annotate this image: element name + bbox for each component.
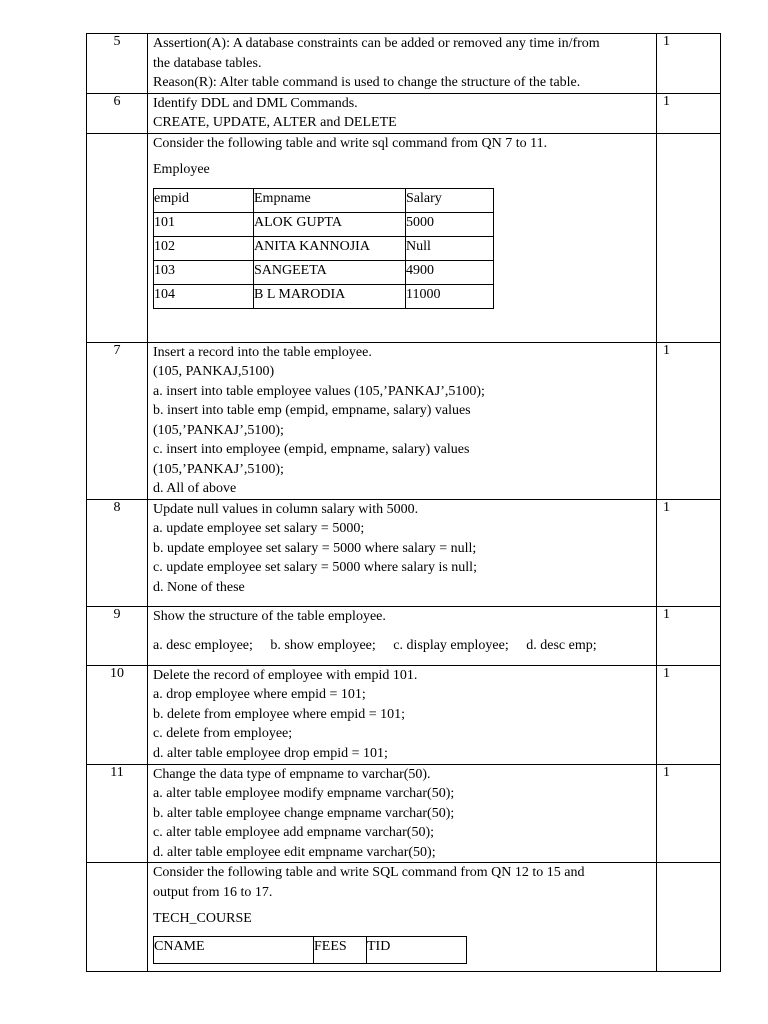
option-b: b. insert into table emp (empid, empname, salary) values	[153, 403, 471, 418]
tech-table-name: TECH_COURSE	[153, 911, 252, 926]
tech-intro-line: Consider the following table and write SQL command from QN 12 to 15 and	[153, 865, 585, 880]
question-text	[148, 764, 657, 863]
option-d: d. desc emp;	[526, 638, 597, 653]
question-line: (105,’PANKAJ’,5100);	[153, 422, 284, 438]
option-a: a. desc employee;	[153, 638, 253, 653]
table-row	[154, 236, 494, 260]
question-row-5	[87, 34, 721, 94]
question-number: 11	[87, 764, 148, 863]
header-cell: FEES	[314, 936, 367, 963]
table-cell: 11000	[406, 284, 494, 308]
question-number: 9	[87, 606, 148, 665]
employee-header-row	[154, 188, 494, 212]
employee-block-content	[148, 133, 657, 342]
question-line: Assertion(A): A database constraints can be added or removed any time in/from	[153, 36, 600, 51]
question-row-7	[87, 342, 721, 499]
option-b: b. delete from employee where empid = 101;	[153, 706, 406, 722]
option-d: d. alter table employee edit empname varchar(50);	[153, 844, 436, 860]
tech-course-block	[87, 863, 721, 972]
table-row	[154, 284, 494, 308]
option-d: d. None of these	[153, 579, 245, 595]
tech-course-table	[153, 936, 467, 964]
table-cell: B L MARODIA	[254, 284, 406, 308]
question-marks: 1	[657, 665, 721, 764]
header-cell: CNAME	[154, 936, 314, 963]
option-d: d. All of above	[153, 481, 237, 496]
table-cell: ALOK GUPTA	[254, 212, 406, 236]
question-marks: 1	[657, 606, 721, 665]
question-line: (105,’PANKAJ’,5100);	[153, 461, 284, 477]
question-line: the database tables.	[153, 55, 262, 71]
question-number: 8	[87, 499, 148, 606]
table-cell: 102	[154, 236, 254, 260]
question-table	[86, 33, 721, 972]
question-row-6	[87, 93, 721, 133]
tech-intro-line: output from 16 to 17.	[153, 884, 273, 900]
header-cell: Salary	[406, 188, 494, 212]
employee-intro: Consider the following table and write sql command from QN 7 to 11.	[153, 135, 548, 151]
question-row-9	[87, 606, 721, 665]
question-text	[148, 499, 657, 606]
table-cell: ANITA KANNOJIA	[254, 236, 406, 260]
table-cell: 5000	[406, 212, 494, 236]
question-marks: 1	[657, 499, 721, 606]
employee-table-name: Employee	[153, 162, 210, 177]
question-marks: 1	[657, 764, 721, 863]
option-c: c. display employee;	[393, 638, 509, 653]
question-line: Reason(R): Alter table command is used to change the structure of the table.	[153, 75, 581, 90]
question-line: (105, PANKAJ,5100)	[153, 364, 275, 379]
question-text	[148, 606, 657, 665]
option-a: a. update employee set salary = 5000;	[153, 521, 365, 536]
question-text	[148, 34, 657, 94]
table-cell: 101	[154, 212, 254, 236]
option-c: c. update employee set salary = 5000 where salary is null;	[153, 560, 477, 575]
option-b: b. alter table employee change empname varchar(50);	[153, 805, 455, 821]
table-cell: SANGEETA	[254, 260, 406, 284]
option-c: c. alter table employee add empname varchar(50);	[153, 825, 435, 840]
question-number: 6	[87, 93, 148, 133]
tech-block-content	[148, 863, 657, 972]
question-marks: 1	[657, 34, 721, 94]
option-d: d. alter table employee drop empid = 101;	[153, 745, 388, 761]
question-marks: 1	[657, 93, 721, 133]
question-row-11	[87, 764, 721, 863]
table-row	[154, 212, 494, 236]
option-b: b. show employee;	[270, 638, 376, 653]
question-number: 5	[87, 34, 148, 94]
header-cell: empid	[154, 188, 254, 212]
table-cell: Null	[406, 236, 494, 260]
table-cell: 104	[154, 284, 254, 308]
question-number: 7	[87, 342, 148, 499]
question-line: CREATE, UPDATE, ALTER and DELETE	[153, 115, 397, 130]
question-line: Show the structure of the table employee.	[153, 608, 386, 624]
question-text	[148, 665, 657, 764]
question-line: Delete the record of employee with empid 101.	[153, 667, 418, 683]
option-c: c. delete from employee;	[153, 726, 293, 741]
question-line: Change the data type of empname to varchar(50).	[153, 766, 431, 782]
question-marks: 1	[657, 342, 721, 499]
option-b: b. update employee set salary = 5000 where salary = null;	[153, 540, 477, 556]
option-c: c. insert into employee (empid, empname, salary) values	[153, 442, 470, 457]
employee-table	[153, 188, 494, 309]
question-row-8	[87, 499, 721, 606]
question-number: 10	[87, 665, 148, 764]
header-cell: Empname	[254, 188, 406, 212]
question-line: Update null values in column salary with 5000.	[153, 501, 419, 517]
option-a: a. drop employee where empid = 101;	[153, 687, 366, 702]
table-cell: 4900	[406, 260, 494, 284]
tech-header-row	[154, 936, 467, 963]
option-row	[153, 636, 652, 656]
table-cell: 103	[154, 260, 254, 284]
question-text	[148, 93, 657, 133]
header-cell: TID	[367, 936, 467, 963]
question-row-10	[87, 665, 721, 764]
question-line: Insert a record into the table employee.	[153, 344, 372, 360]
employee-table-block	[87, 133, 721, 342]
table-row	[154, 260, 494, 284]
question-line: Identify DDL and DML Commands.	[153, 95, 358, 111]
option-a: a. alter table employee modify empname varchar(50);	[153, 786, 455, 801]
question-text	[148, 342, 657, 499]
option-a: a. insert into table employee values (105,’PANKAJ’,5100);	[153, 383, 485, 399]
